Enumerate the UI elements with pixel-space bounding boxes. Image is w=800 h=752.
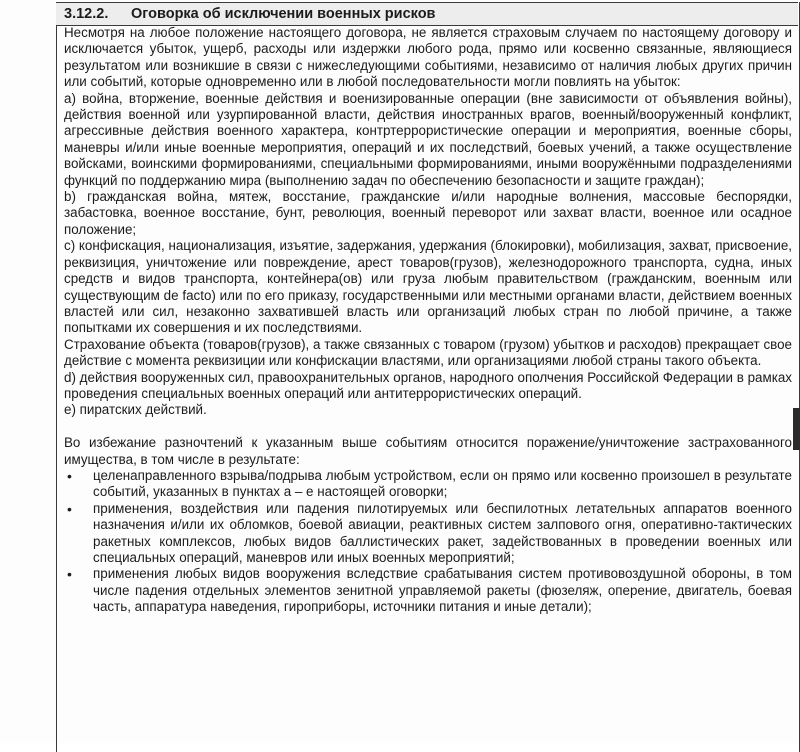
list-item	[64, 468, 792, 501]
scan-edge-mark	[793, 408, 800, 450]
list-item-text: применения, воздействия или падения пилотируемых или беспилотных летательных аппаратов военного назначения и/или их обломков, боевой авиации, реактивных систем залпового огня, оперативно-тактических ракетных комплексов, любых видов баллистических ракет, задействованных в проведении военных или специальных операций, маневров или иных военных мероприятий;	[93, 500, 792, 565]
list-item	[64, 501, 792, 567]
section-header	[56, 2, 798, 26]
clause-e: e) пиратских действий.	[64, 402, 207, 418]
paragraph-gap	[64, 419, 792, 435]
list-item	[64, 566, 792, 615]
list-item-text: применения любых видов вооружения вследствие срабатывания систем противовоздушной обороны, в том числе падения отдельных элементов зенитной управляемой ракеты (фюзеляж, оперение, двигатель, боевая часть, аппаратура наведения, гироприборы, источники питания и иные детали);	[93, 566, 792, 615]
avoidance-paragraph: Во избежание разночтений к указанным выше событиям относится поражение/уничтожение застрахованного имущества, в том числе в результате:	[64, 435, 792, 467]
bullet-list	[64, 468, 792, 616]
bullet-icon: •	[67, 566, 72, 583]
clause-a: a) война, вторжение, военные действия и военизированные операции (вне зависимости от объявления войны), действия военной или узурпированной власти, действия иностранных врагов, военный/вооруженный конфликт, агрессивные действия военного характера, контртеррористические операции и мероприятия, военные сборы, маневры и/или иные военные мероприятия, операций и их последствий, боевых учений, а также осуществление войсками, воинскими формированиями, специальными формированиями, иными вооружёнными подразделениями функций по поддержанию мира (выполнению задач по обеспечению безопасности и защите граждан);	[64, 90, 792, 188]
intro-paragraph: Несмотря на любое положение настоящего договора, не является страховым случаем по настоящему договору и исключается убыток, ущерб, расходы или издержки любого рода, прямо или косвенно связанные, являющиеся результатом или возникшие в связи с нижеследующими событиями, независимо от наличия любых других причин или событий, которые одновременно или в любой последовательности могли повлиять на убыток:	[64, 25, 792, 90]
list-item-text: целенаправленного взрыва/подрыва любым устройством, если он прямо или косвенно произошел в результате событий, указанных в пунктах а – е настоящей оговорки;	[93, 467, 792, 500]
clause-d: d) действия вооруженных сил, правоохранительных органов, народного ополчения Российской Федерации в рамках проведения специальных военных операций или антитеррористических операций.	[64, 369, 792, 401]
bullet-icon: •	[67, 500, 72, 517]
section-body	[64, 25, 792, 616]
section-number: 3.12.2.	[64, 6, 109, 22]
requisition-paragraph: Страхование объекта (товаров(грузов), а также связанных с товаром (грузом) убытков и расходов) прекращает свое действие с момента реквизиции или конфискации властями, или организациями любой страны такого объекта.	[64, 336, 792, 369]
section-title: Оговорка об исключении военных рисков	[131, 6, 436, 22]
bullet-icon: •	[67, 467, 72, 484]
clause-c: c) конфискация, национализация, изъятие, задержания, удержания (блокировки), мобилизация, захват, присвоение, реквизиция, уничтожение или повреждение, арест товаров(грузов), железнодорожного транспорта, судна, иных средств и видов транспорта, контейнера(ов) или груза любым правительством (гражданским, военным или существующим de facto) или по его приказу, государственными или местными органами власти, действием военных властей или сил, незаконно захватившей власть или организаций любых стран по любой причине, а также попытками их совершения и их последствиями.	[64, 238, 792, 336]
clause-b: b) гражданская война, мятеж, восстание, гражданские и/или народные волнения, массовые беспорядки, забастовка, военное восстание, бунт, революция, военный переворот или захват власти, военное или осадное положение;	[64, 189, 792, 237]
